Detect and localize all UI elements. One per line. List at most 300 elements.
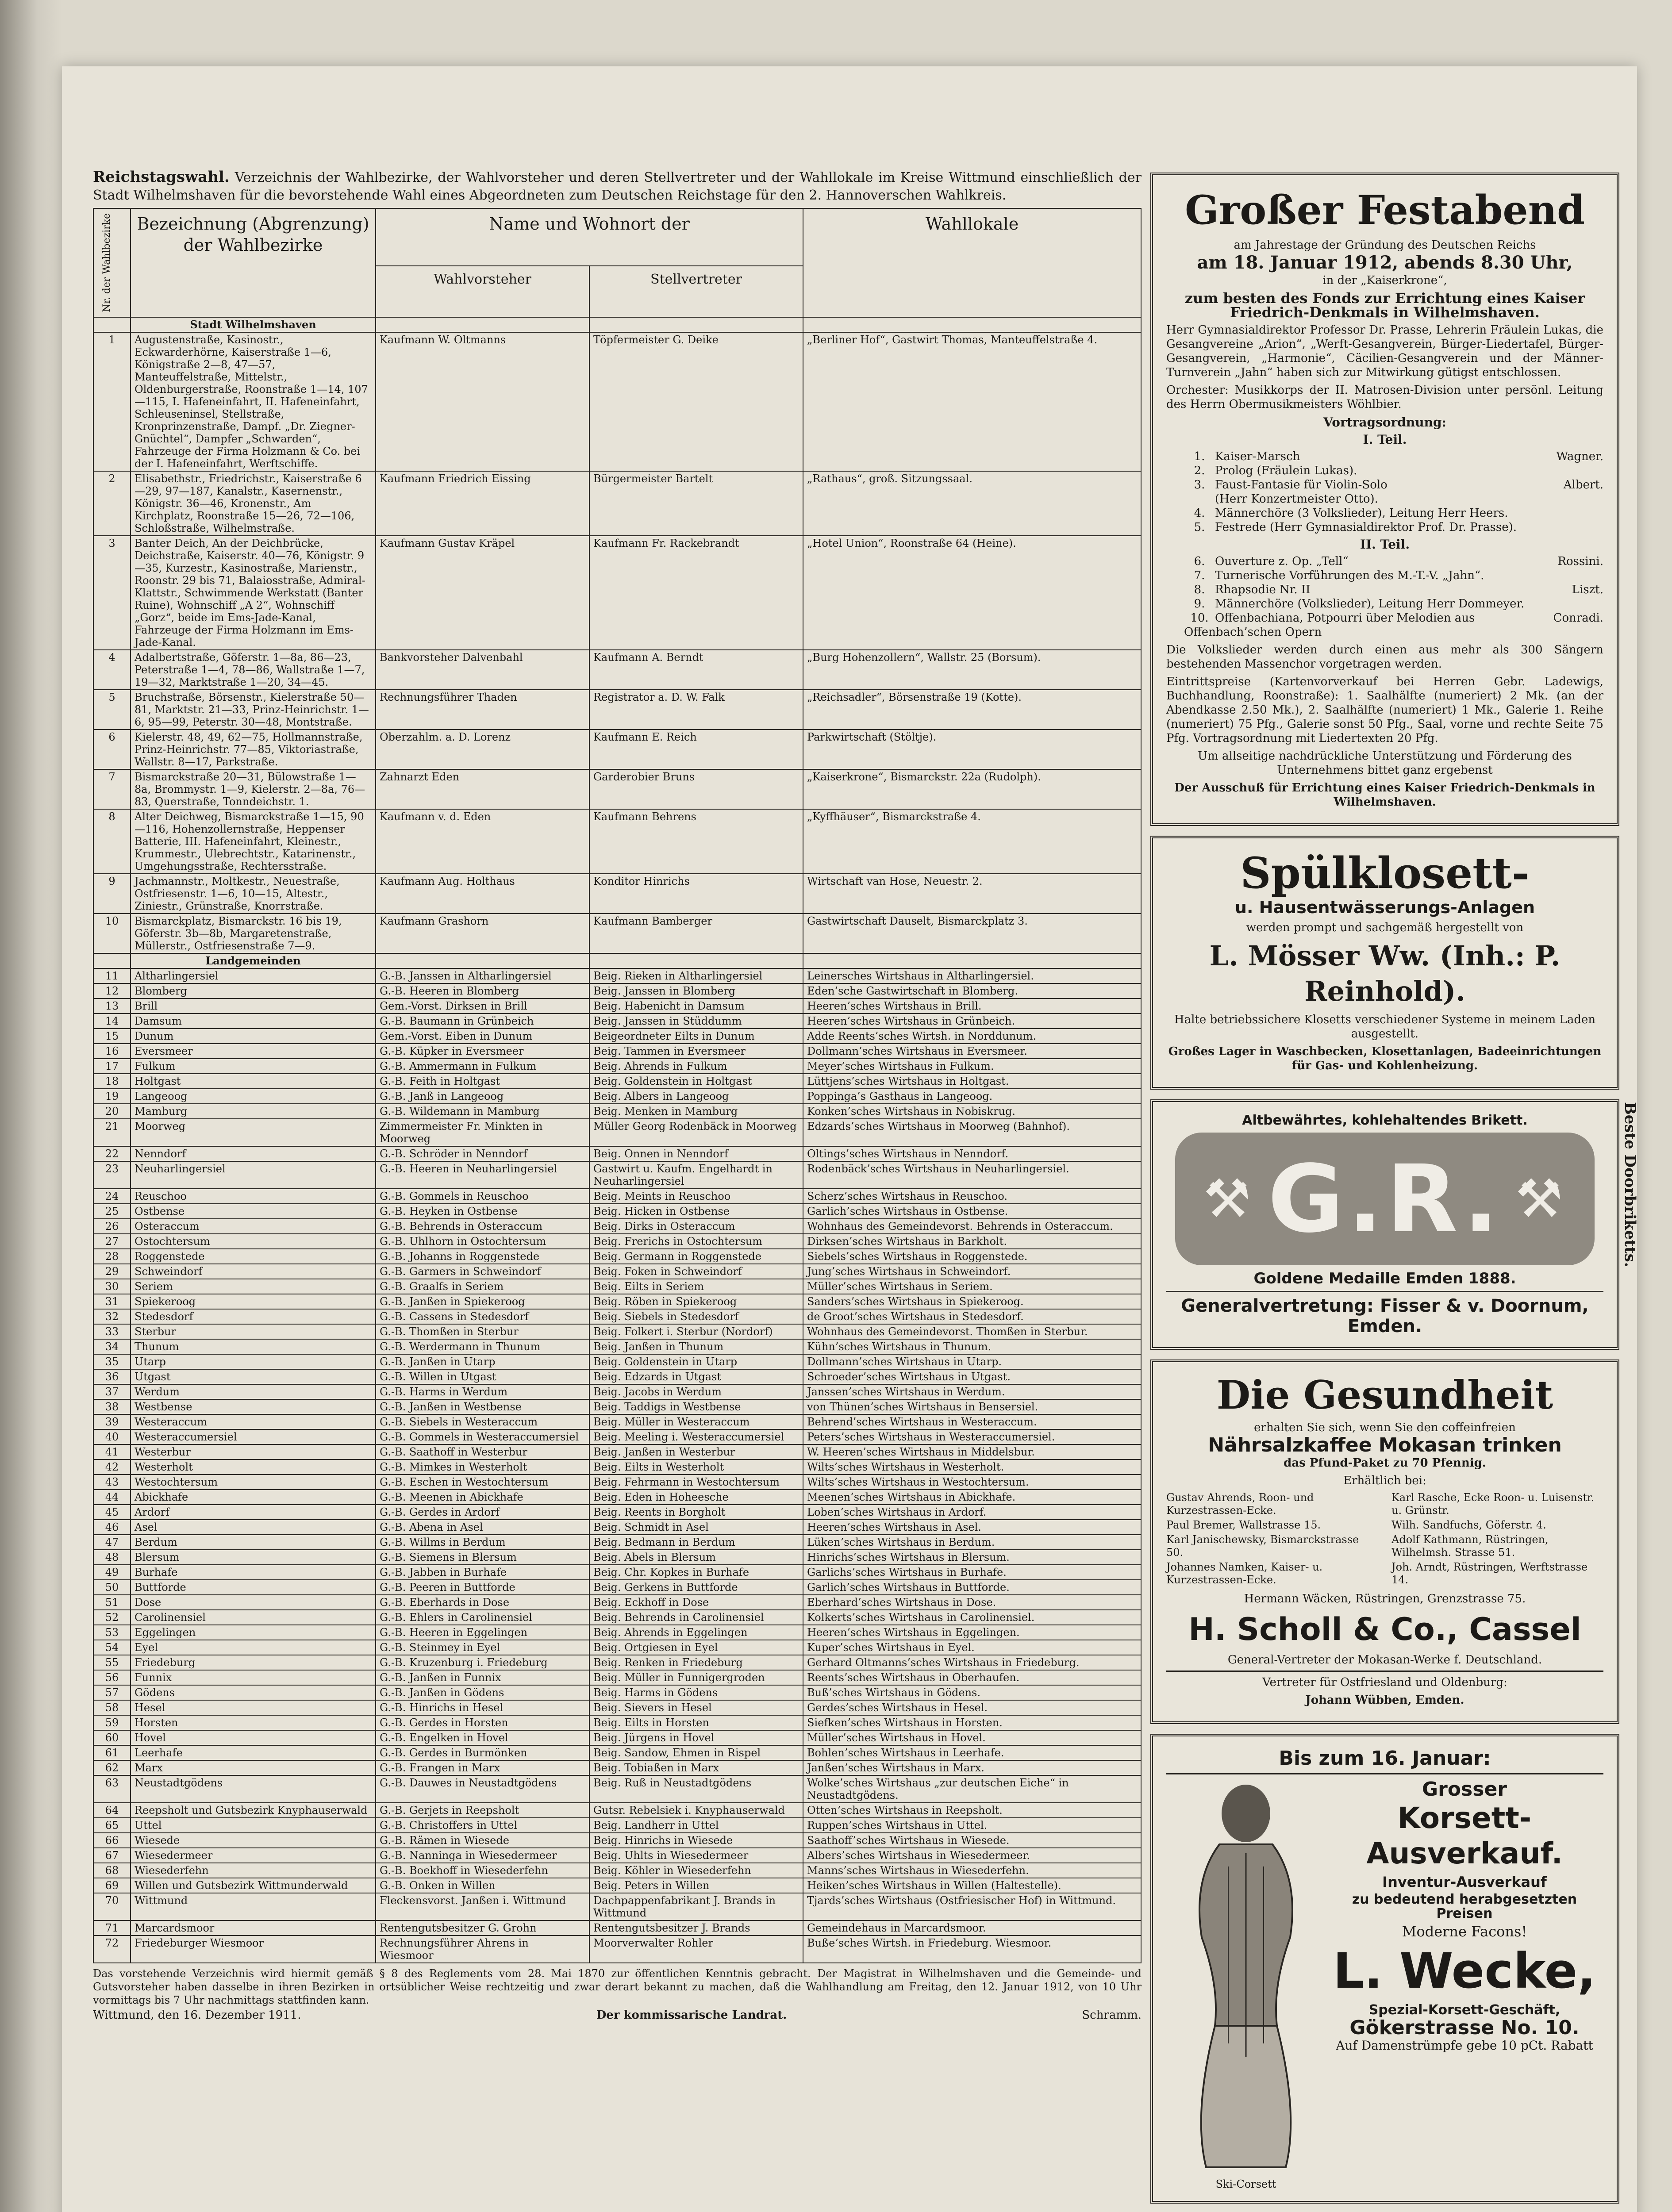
spuel-lager: Großes Lager in Waschbecken, Klosettanlagen, Badeeinrichtungen für Gas- und Kohlenheizung. <box>1168 1045 1602 1072</box>
cell-bez: Friedeburger Wiesmoor <box>131 1936 376 1963</box>
corset-caption: Ski-Corsett <box>1215 2178 1276 2190</box>
cell-vs: G.-B. Ehlers in Carolinensiel <box>376 1610 589 1625</box>
cell-bez: Bruchstraße, Börsenstr., Kielerstraße 50—81, Marktstr. 21—33, Prinz-Heinrichstr. 1—6, 95—99, Peterstr. 30—48, Montstraße. <box>131 690 376 730</box>
cell-bez: Stedesdorf <box>131 1309 376 1324</box>
table-row <box>93 998 1141 1014</box>
cell-wl: Lüken’sches Wirtshaus in Berdum. <box>803 1535 1141 1550</box>
cell-nr: 37 <box>93 1384 131 1399</box>
cell-bez: Roggenstede <box>131 1249 376 1264</box>
cell-wl: Wohnhaus des Gemeindevorst. Behrends in Osteraccum. <box>803 1219 1141 1234</box>
cell-bez: Friedeburg <box>131 1655 376 1670</box>
cell-bez: Langeoog <box>131 1089 376 1104</box>
cell-st: Rentengutsbesitzer J. Brands <box>589 1920 803 1936</box>
cell-bez: Augustenstraße, Kasinostr., Eckwarderhörne, Kaiserstraße 1—6, Königstraße 2—8, 47—57, Manteuffelstraße, Mittelstr., Oldenburgerstraße, Roonstraße 1—14, 107—115, I. Hafeneinfahrt, II. Hafeneinfahrt, Schleuseninsel, Stellstraße, Kronprinzenstraße, Dampf. „Dr. Ziegner-Gnüchtel“, Dampfer „Schwarden“, Fahrzeuge der Firma Holzmann & Co. bei der I. Hafeneinfahrt, Werftschiffe. <box>131 332 376 471</box>
table-row <box>93 690 1141 730</box>
table-row <box>93 1565 1141 1580</box>
cell-vs: Kaufmann v. d. Eden <box>376 809 589 874</box>
cell-wl: Loben’sches Wirtshaus in Ardorf. <box>803 1505 1141 1520</box>
table-row <box>93 1580 1141 1595</box>
gesund-vertreter: Vertreter für Ostfriesland und Oldenburg: <box>1262 1676 1507 1689</box>
gr-logo: G.R. <box>1268 1144 1502 1253</box>
cell-nr: 3 <box>93 536 131 650</box>
table-row <box>93 1119 1141 1146</box>
cell-wl: Garlichs’sches Wirtshaus in Burhafe. <box>803 1565 1141 1580</box>
cell-vs: G.-B. Schröder in Nenndorf <box>376 1146 589 1161</box>
cell-bez: Uttel <box>131 1818 376 1833</box>
cell-bez: Ostochtersum <box>131 1234 376 1249</box>
cell-vs: G.-B. Feith in Holtgast <box>376 1074 589 1089</box>
newspaper-page <box>62 66 1637 2212</box>
korsett-top: Bis zum 16. Januar: <box>1279 1747 1491 1770</box>
table-row <box>93 1625 1141 1640</box>
cell-vs: G.-B. Steinmey in Eyel <box>376 1640 589 1655</box>
cell-bez: Wiesede <box>131 1833 376 1848</box>
cell-nr: 30 <box>93 1279 131 1294</box>
cell-vs: G.-B. Heeren in Blomberg <box>376 983 589 998</box>
cell-wl: „Kyffhäuser“, Bismarckstraße 4. <box>803 809 1141 874</box>
cell-st: Beig. Landherr in Uttel <box>589 1818 803 1833</box>
table-row <box>93 1294 1141 1309</box>
cell-nr: 25 <box>93 1204 131 1219</box>
cell-nr: 40 <box>93 1429 131 1444</box>
cell-st: Beig. Behrends in Carolinensiel <box>589 1610 803 1625</box>
table-row <box>93 1655 1141 1670</box>
cell-nr: 12 <box>93 983 131 998</box>
cell-wl: Wilts’sches Wirtshaus in Westerholt. <box>803 1459 1141 1475</box>
spuel-desc: Halte betriebssichere Klosetts verschiedener Systeme in meinem Laden ausgestellt. <box>1174 1013 1596 1041</box>
cell-vs: Gem.-Vorst. Eiben in Dunum <box>376 1029 589 1044</box>
cell-st: Beig. Müller in Funnigergroden <box>589 1670 803 1685</box>
cell-wl: Wolke’sches Wirtshaus „zur deutschen Eiche“ in Neustadtgödens. <box>803 1775 1141 1803</box>
signature: Schramm. <box>1082 2008 1142 2022</box>
cell-vs: Bankvorsteher Dalvenbahl <box>376 650 589 690</box>
sellers-col-2 <box>1391 1491 1603 1588</box>
table-row <box>93 1685 1141 1700</box>
cell-st: Beig. Menken in Mamburg <box>589 1104 803 1119</box>
cell-st: Beig. Frerichs in Ostochtersum <box>589 1234 803 1249</box>
cell-st: Kaufmann Bamberger <box>589 914 803 953</box>
cell-st: Beig. Gerkens in Buttforde <box>589 1580 803 1595</box>
table-row <box>93 1505 1141 1520</box>
table-row <box>93 1893 1141 1920</box>
cell-wl: Schroeder’sches Wirtshaus in Utgast. <box>803 1369 1141 1384</box>
cell-bez: Nenndorf <box>131 1146 376 1161</box>
cell-wl: „Berliner Hof“, Gastwirt Thomas, Manteuffelstraße 4. <box>803 332 1141 471</box>
korsett-addr: Gökerstrasse No. 10. <box>1349 2016 1580 2039</box>
table-row <box>93 1610 1141 1625</box>
cell-wl: Janßen’sches Wirtshaus in Marx. <box>803 1760 1141 1775</box>
table-row <box>93 1715 1141 1730</box>
notice-intro: Verzeichnis der Wahlbezirke, der Wahlvorsteher und deren Stellvertreter und der Wahllokale im Kreise Wittmund einschließlich der Stadt Wilhelmshaven für die bevorstehende Wahl eines Abgeordneten zum Deutschen Reichstage für den 2. Hannoverschen Wahlkreis. <box>93 170 1142 203</box>
cell-vs: Kaufmann W. Oltmanns <box>376 332 589 471</box>
cell-wl: Edzards’sches Wirtshaus in Moorweg (Bahnhof). <box>803 1119 1141 1146</box>
cell-wl: Dirksen’sches Wirtshaus in Barkholt. <box>803 1234 1141 1249</box>
cell-nr: 54 <box>93 1640 131 1655</box>
cell-nr: 14 <box>93 1014 131 1029</box>
corset-figure <box>1166 1778 1326 2190</box>
cell-bez: Neuharlingersiel <box>131 1161 376 1189</box>
table-row <box>93 968 1141 983</box>
table-row <box>93 1234 1141 1249</box>
cell-st: Beig. Schmidt in Asel <box>589 1520 803 1535</box>
cell-st: Beig. Taddigs in Westbense <box>589 1399 803 1414</box>
program-item: 7. Turnerische Vorführungen des M.-T.-V. „Jahn“. <box>1194 569 1484 582</box>
gr-side-text: Beste Doorbriketts. <box>1621 1102 1639 1267</box>
cell-nr: 27 <box>93 1234 131 1249</box>
gesund-vertreter-name: Johann Wübben, Emden. <box>1305 1694 1464 1707</box>
cell-st: Konditor Hinrichs <box>589 874 803 914</box>
cell-wl: Gerdes’sches Wirtshaus in Hesel. <box>803 1700 1141 1715</box>
table-row <box>93 471 1141 536</box>
cell-nr: 2 <box>93 471 131 536</box>
festabend-note3: Um allseitige nachdrückliche Unterstützung und Förderung des Unternehmens bittet ganz ergebenst <box>1198 749 1572 777</box>
cell-st: Kaufmann E. Reich <box>589 730 803 769</box>
program-item: 4. Männerchöre (3 Volkslieder), Leitung Herr Heers. <box>1194 507 1508 520</box>
cell-st: Beig. Goldenstein in Utarp <box>589 1354 803 1369</box>
cell-vs: G.-B. Meenen in Abickhafe <box>376 1490 589 1505</box>
cell-nr: 23 <box>93 1161 131 1189</box>
cell-st: Beig. Peters in Willen <box>589 1878 803 1893</box>
cell-wl: Gerhard Oltmanns’sches Wirtshaus in Friedeburg. <box>803 1655 1141 1670</box>
col-stellvertreter: Stellvertreter <box>589 266 803 317</box>
cell-wl: Buß’sches Wirtshaus in Gödens. <box>803 1685 1141 1700</box>
festabend-orchestra: Orchester: Musikkorps der II. Matrosen-Division unter persönl. Leitung des Herrn Obermusikmeisters Wöhlbier. <box>1166 384 1603 411</box>
cell-bez: Spiekeroog <box>131 1294 376 1309</box>
table-row <box>93 914 1141 953</box>
gr-top: Altbewährtes, kohlehaltendes Brikett. <box>1242 1113 1528 1128</box>
table-row <box>93 1044 1141 1059</box>
cell-st: Kaufmann Behrens <box>589 809 803 874</box>
cell-st: Beig. Siebels in Stedesdorf <box>589 1309 803 1324</box>
cell-wl: Garlich’sches Wirtshaus in Buttforde. <box>803 1580 1141 1595</box>
table-row <box>93 1384 1141 1399</box>
cell-nr: 15 <box>93 1029 131 1044</box>
cell-bez: Banter Deich, An der Deichbrücke, Deichstraße, Kaiserstr. 40—76, Königstr. 9—35, Kurzestr., Kasinostraße, Marienstr., Roonstr. 29 bis 71, Balaiosstraße, Admiral-Klattstr., Schwimmende Werkstatt (Banter Ruine), Wohnschiff „A 2“, Wohnschiff „Gorz“, beide im Ems-Jade-Kanal, Fahrzeuge der Firma Holzmann im Ems-Jade-Kanal. <box>131 536 376 650</box>
table-row <box>93 1429 1141 1444</box>
seller-entry: Joh. Arndt, Rüstringen, Werftstrasse 14. <box>1391 1561 1588 1586</box>
section-land: Landgemeinden <box>131 953 376 968</box>
cell-wl: „Kaiserkrone“, Bismarckstr. 22a (Rudolph). <box>803 769 1141 809</box>
table-row <box>93 1189 1141 1204</box>
table-row <box>93 1354 1141 1369</box>
cell-nr: 11 <box>93 968 131 983</box>
cell-vs: Kaufmann Grashorn <box>376 914 589 953</box>
cell-nr: 28 <box>93 1249 131 1264</box>
korsett-l5: Auf Damenstrümpfe gebe 10 pCt. Rabatt <box>1336 2038 1593 2053</box>
table-row <box>93 1595 1141 1610</box>
table-row <box>93 1640 1141 1655</box>
cell-wl: Scherz’sches Wirtshaus in Reuschoo. <box>803 1189 1141 1204</box>
festabend-title: Großer Festabend <box>1184 187 1585 234</box>
table-row <box>93 1459 1141 1475</box>
cell-vs: Kaufmann Friedrich Eissing <box>376 471 589 536</box>
cell-vs: G.-B. Janßen in Utarp <box>376 1354 589 1369</box>
table-row <box>93 332 1141 471</box>
cell-vs: G.-B. Gommels in Reuschoo <box>376 1189 589 1204</box>
cell-wl: Heeren’sches Wirtshaus in Asel. <box>803 1520 1141 1535</box>
cell-nr: 67 <box>93 1848 131 1863</box>
notice-heading <box>93 168 1142 204</box>
cell-bez: Seriem <box>131 1279 376 1294</box>
cell-nr: 20 <box>93 1104 131 1119</box>
cell-nr: 62 <box>93 1760 131 1775</box>
sellers-col-1 <box>1166 1491 1378 1588</box>
cell-wl: Eberhard’sches Wirtshaus in Dose. <box>803 1595 1141 1610</box>
cell-wl: Dollmann’sches Wirtshaus in Eversmeer. <box>803 1044 1141 1059</box>
cell-nr: 44 <box>93 1490 131 1505</box>
cell-wl: Leinersches Wirtshaus in Altharlingersiel. <box>803 968 1141 983</box>
cell-wl: Lüttjens’sches Wirtshaus in Holtgast. <box>803 1074 1141 1089</box>
cell-wl: Oltings’sches Wirtshaus in Nenndorf. <box>803 1146 1141 1161</box>
table-row <box>93 769 1141 809</box>
table-row <box>93 874 1141 914</box>
cell-vs: G.-B. Boekhoff in Wiesederfehn <box>376 1863 589 1878</box>
gr-medal: Goldene Medaille Emden 1888. <box>1253 1270 1516 1287</box>
seller-entry: Gustav Ahrends, Roon- und Kurzestrassen-Ecke. <box>1166 1491 1314 1517</box>
ad-korsett <box>1150 1734 1619 2204</box>
cell-vs: G.-B. Janssen in Altharlingersiel <box>376 968 589 983</box>
cell-nr: 10 <box>93 914 131 953</box>
cell-vs: G.-B. Harms in Werdum <box>376 1384 589 1399</box>
cell-bez: Holtgast <box>131 1074 376 1089</box>
seller-entry: Johannes Namken, Kaiser- u. Kurzestrassen-Ecke. <box>1166 1561 1323 1586</box>
cell-wl: Reents’sches Wirtshaus in Oberhaufen. <box>803 1670 1141 1685</box>
cell-vs: Fleckensvorst. Janßen i. Wittmund <box>376 1893 589 1920</box>
cell-nr: 31 <box>93 1294 131 1309</box>
program-item: 8. Rhapsodie Nr. II Liszt. <box>1194 583 1603 596</box>
cell-wl: Müller’sches Wirtshaus in Seriem. <box>803 1279 1141 1294</box>
cell-wl: Siefken’sches Wirtshaus in Horsten. <box>803 1715 1141 1730</box>
cell-nr: 46 <box>93 1520 131 1535</box>
cell-vs: G.-B. Willen in Utgast <box>376 1369 589 1384</box>
cell-st: Beig. Eilts in Horsten <box>589 1715 803 1730</box>
cell-vs: G.-B. Frangen in Marx <box>376 1760 589 1775</box>
cell-wl: Heeren’sches Wirtshaus in Brill. <box>803 998 1141 1014</box>
place-date: Wittmund, den 16. Dezember 1911. <box>93 2008 301 2022</box>
cell-wl: de Groot’sches Wirtshaus in Stedesdorf. <box>803 1309 1141 1324</box>
cell-wl: Peters’sches Wirtshaus in Westeraccumersiel. <box>803 1429 1141 1444</box>
table-row <box>93 809 1141 874</box>
cell-vs: G.-B. Nanninga in Wiesedermeer <box>376 1848 589 1863</box>
cell-bez: Bismarckplatz, Bismarckstr. 16 bis 19, Göferstr. 3b—8b, Margaretenstraße, Müllerstr., Ostfriesenstraße 7—9. <box>131 914 376 953</box>
festabend-note2: Eintrittspreise (Kartenvorverkauf bei Herren Gebr. Ladewigs, Buchhandlung, Roonstraße): 1. Saalhälfte (numeriert) 2 Mk. (an der Abendkasse 2.50 Mk.), 2. Saalhälfte (numeriert) 1 Mk., Galerie 1. Reihe (numeriert) 75 Pfg., Galerie sonst 50 Pfg., Saal, vorne und rechte Seite 75 Pfg. Vortragsordnung mit Liedertexten 20 Pfg. <box>1166 675 1603 745</box>
table-row <box>93 1863 1141 1878</box>
table-row <box>93 1074 1141 1089</box>
cell-wl: Behrend’sches Wirtshaus in Westeraccum. <box>803 1414 1141 1429</box>
cell-bez: Damsum <box>131 1014 376 1029</box>
program-part2: II. Teil. <box>1360 537 1410 552</box>
cell-nr: 60 <box>93 1730 131 1745</box>
cell-st: Beig. Hicken in Ostbense <box>589 1204 803 1219</box>
cell-vs: G.-B. Willms in Berdum <box>376 1535 589 1550</box>
cell-st: Beig. Harms in Gödens <box>589 1685 803 1700</box>
cell-wl: Saathoff’sches Wirtshaus in Wiesede. <box>803 1833 1141 1848</box>
cell-nr: 49 <box>93 1565 131 1580</box>
cell-wl: Bohlen’sches Wirtshaus in Leerhafe. <box>803 1745 1141 1760</box>
table-row <box>93 1029 1141 1044</box>
cell-nr: 4 <box>93 650 131 690</box>
cell-nr: 72 <box>93 1936 131 1963</box>
cell-bez: Alter Deichweg, Bismarckstraße 1—15, 90—116, Hohenzollernstraße, Heppenser Batterie, III. Hafeneinfahrt, Kleinestr., Krummestr., Ulebrechtstr., Katarinenstr., Umgehungsstraße, Rechtersstraße. <box>131 809 376 874</box>
cell-st: Registrator a. D. W. Falk <box>589 690 803 730</box>
cell-st: Beig. Onnen in Nenndorf <box>589 1146 803 1161</box>
cell-vs: Zahnarzt Eden <box>376 769 589 809</box>
cell-wl: Heeren’sches Wirtshaus in Eggelingen. <box>803 1625 1141 1640</box>
cell-st: Bürgermeister Bartelt <box>589 471 803 536</box>
table-row <box>93 1833 1141 1848</box>
cell-bez: Utgast <box>131 1369 376 1384</box>
cell-bez: Wiesederfehn <box>131 1863 376 1878</box>
seller-entry: Karl Rasche, Ecke Roon- u. Luisenstr. u. Grünstr. <box>1391 1491 1595 1517</box>
cell-nr: 47 <box>93 1535 131 1550</box>
cell-wl: Manns’sches Wirtshaus in Wiesederfehn. <box>803 1863 1141 1878</box>
cell-st: Beig. Rieken in Altharlingersiel <box>589 968 803 983</box>
cell-vs: G.-B. Johanns in Roggenstede <box>376 1249 589 1264</box>
cell-bez: Ostbense <box>131 1204 376 1219</box>
cell-wl: Gemeindehaus in Marcardsmoor. <box>803 1920 1141 1936</box>
cell-wl: Sanders’sches Wirtshaus in Spiekeroog. <box>803 1294 1141 1309</box>
cell-wl: Dollmann’sches Wirtshaus in Utarp. <box>803 1354 1141 1369</box>
cell-wl: Meenen’sches Wirtshaus in Abickhafe. <box>803 1490 1141 1505</box>
cell-vs: Gem.-Vorst. Dirksen in Brill <box>376 998 589 1014</box>
cell-wl: Garlich’sches Wirtshaus in Ostbense. <box>803 1204 1141 1219</box>
festabend-sign: Der Ausschuß für Errichtung eines Kaiser Friedrich-Denkmals in Wilhelmshaven. <box>1174 781 1595 809</box>
cell-bez: Horsten <box>131 1715 376 1730</box>
ad-spuelklosett <box>1150 836 1619 1090</box>
program-item: 3. Faust-Fantasie für Violin-Solo Albert. <box>1194 478 1603 492</box>
table-row <box>93 1848 1141 1863</box>
table-row <box>93 1745 1141 1760</box>
seller-entry: Karl Janischewsky, Bismarckstrasse 50. <box>1166 1533 1359 1559</box>
cell-nr: 56 <box>93 1670 131 1685</box>
cell-vs: G.-B. Dauwes in Neustadtgödens <box>376 1775 589 1803</box>
cell-wl: „Reichsadler“, Börsenstraße 19 (Kotte). <box>803 690 1141 730</box>
cell-st: Beig. Fehrmann in Westochtersum <box>589 1475 803 1490</box>
cell-st: Beig. Chr. Kopkes in Burhafe <box>589 1565 803 1580</box>
table-row <box>93 1089 1141 1104</box>
cell-bez: Dunum <box>131 1029 376 1044</box>
cell-vs: G.-B. Gerdes in Burmönken <box>376 1745 589 1760</box>
cell-vs: G.-B. Heeren in Eggelingen <box>376 1625 589 1640</box>
cell-bez: Eversmeer <box>131 1044 376 1059</box>
table-row <box>93 983 1141 998</box>
cell-st: Beig. Germann in Roggenstede <box>589 1249 803 1264</box>
cell-vs: G.-B. Heeren in Neuharlingersiel <box>376 1161 589 1189</box>
cell-nr: 59 <box>93 1715 131 1730</box>
cell-nr: 45 <box>93 1505 131 1520</box>
cell-wl: Kuper’sches Wirtshaus in Eyel. <box>803 1640 1141 1655</box>
cell-bez: Eyel <box>131 1640 376 1655</box>
cell-st: Beig. Habenicht in Damsum <box>589 998 803 1014</box>
korsett-grosser: Grosser <box>1422 1778 1507 1801</box>
cell-st: Müller Georg Rodenbäck in Moorweg <box>589 1119 803 1146</box>
cell-wl: Jung’sches Wirtshaus in Schweindorf. <box>803 1264 1141 1279</box>
cell-vs: G.-B. Werdermann in Thunum <box>376 1339 589 1354</box>
table-row <box>93 1204 1141 1219</box>
table-row <box>93 650 1141 690</box>
table-row <box>93 1104 1141 1119</box>
cell-st: Beig. Sandow, Ehmen in Rispel <box>589 1745 803 1760</box>
cell-nr: 69 <box>93 1878 131 1893</box>
program-title: Vortragsordnung: <box>1323 415 1446 430</box>
cell-nr: 57 <box>93 1685 131 1700</box>
cell-bez: Jachmannstr., Moltkestr., Neuestraße, Ostfriesenstr. 1—6, 10—15, Altestr., Ziniestr., Grünstraße, Knorrstraße. <box>131 874 376 914</box>
cell-nr: 21 <box>93 1119 131 1146</box>
cell-wl: Janssen’sches Wirtshaus in Werdum. <box>803 1384 1141 1399</box>
cell-vs: G.-B. Gerdes in Horsten <box>376 1715 589 1730</box>
cell-nr: 65 <box>93 1818 131 1833</box>
cell-nr: 71 <box>93 1920 131 1936</box>
col-bezeichnung: Bezeichnung (Abgrenzung) der Wahlbezirke <box>131 208 376 317</box>
cell-wl: Wohnhaus des Gemeindevorst. Thomßen in Sterbur. <box>803 1324 1141 1339</box>
festabend-note1: Die Volkslieder werden durch einen aus mehr als 300 Sängern bestehenden Massenchor vorgetragen werden. <box>1166 643 1603 671</box>
gesund-title: Die Gesundheit <box>1216 1372 1553 1418</box>
cell-st: Moorverwalter Rohler <box>589 1936 803 1963</box>
section-stadt: Stadt Wilhelmshaven <box>131 317 376 332</box>
table-row <box>93 1803 1141 1818</box>
cell-nr: 38 <box>93 1399 131 1414</box>
cell-vs: G.-B. Gerdes in Ardorf <box>376 1505 589 1520</box>
cell-st: Beig. Abels in Blersum <box>589 1550 803 1565</box>
cell-st: Beig. Sievers in Hesel <box>589 1700 803 1715</box>
cell-vs: Rentengutsbesitzer G. Grohn <box>376 1920 589 1936</box>
cell-vs: G.-B. Janßen in Funnix <box>376 1670 589 1685</box>
cell-st: Beig. Folkert i. Sterbur (Nordorf) <box>589 1324 803 1339</box>
cell-nr: 55 <box>93 1655 131 1670</box>
seller-entry: Paul Bremer, Wallstrasse 15. <box>1166 1519 1321 1531</box>
cell-vs: G.-B. Küpker in Eversmeer <box>376 1044 589 1059</box>
seller-entry: Wilh. Sandfuchs, Göferstr. 4. <box>1391 1519 1546 1531</box>
cell-bez: Neustadtgödens <box>131 1775 376 1803</box>
cell-st: Beig. Ortgiesen in Eyel <box>589 1640 803 1655</box>
cell-vs: G.-B. Saathoff in Westerbur <box>376 1444 589 1459</box>
gesund-sellers <box>1166 1491 1603 1588</box>
table-row <box>93 1920 1141 1936</box>
cell-st: Gastwirt u. Kaufm. Engelhardt in Neuharlingersiel <box>589 1161 803 1189</box>
cell-bez: Leerhafe <box>131 1745 376 1760</box>
cell-st: Beig. Dirks in Osteraccum <box>589 1219 803 1234</box>
table-row <box>93 1279 1141 1294</box>
cell-wl: Gastwirtschaft Dauselt, Bismarckplatz 3. <box>803 914 1141 953</box>
cell-st: Beig. Albers in Langeoog <box>589 1089 803 1104</box>
gesund-firm: H. Scholl & Co., Cassel <box>1188 1611 1581 1647</box>
gesund-firm-sub: General-Vertreter der Mokasan-Werke f. Deutschland. <box>1227 1653 1542 1667</box>
cell-vs: G.-B. Jabben in Burhafe <box>376 1565 589 1580</box>
cell-st: Kaufmann A. Berndt <box>589 650 803 690</box>
cell-vs: Kaufmann Aug. Holthaus <box>376 874 589 914</box>
cell-vs: Kaufmann Gustav Kräpel <box>376 536 589 650</box>
cell-st: Beig. Eilts in Seriem <box>589 1279 803 1294</box>
cell-vs: Rechnungsführer Ahrens in Wiesmoor <box>376 1936 589 1963</box>
cell-bez: Gödens <box>131 1685 376 1700</box>
cell-nr: 33 <box>93 1324 131 1339</box>
cell-bez: Bismarckstraße 20—31, Bülowstraße 1—8a, Brommystr. 1—9, Kielerstr. 2—8a, 76—83, Querstraße, Tonndeichstr. 1. <box>131 769 376 809</box>
korsett-l4: Spezial-Korsett-Geschäft, <box>1368 2002 1561 2018</box>
gr-vertretung: Generalvertretung: Fisser & v. Doornum, Emden. <box>1181 1296 1589 1336</box>
table-row <box>93 1520 1141 1535</box>
festabend-desc: Herr Gymnasialdirektor Professor Dr. Prasse, Lehrerin Fräulein Lukas, die Gesangvereine „Arion“, „Werft-Gesangverein, Bürger-Liedertafel, Bürger-Gesangverein, „Harmonie“, Cäcilien-Gesangverein und der Männer-Turnverein „Jahn“ haben sich zur Mitwirkung gütigst entschlossen. <box>1166 323 1603 379</box>
table-row <box>93 1670 1141 1685</box>
cell-wl: Wirtschaft van Hose, Neuestr. 2. <box>803 874 1141 914</box>
cell-vs: G.-B. Cassens in Stedesdorf <box>376 1309 589 1324</box>
cell-st: Beig. Köhler in Wiesederfehn <box>589 1863 803 1878</box>
ad-gr-briketts <box>1150 1099 1639 1350</box>
cell-vs: G.-B. Siebels in Westeraccum <box>376 1414 589 1429</box>
cell-st: Beig. Renken in Friedeburg <box>589 1655 803 1670</box>
cell-vs: G.-B. Janß in Langeoog <box>376 1089 589 1104</box>
cell-nr: 39 <box>93 1414 131 1429</box>
gesund-l1: erhalten Sie sich, wenn Sie den coffeinfreien <box>1254 1421 1516 1434</box>
